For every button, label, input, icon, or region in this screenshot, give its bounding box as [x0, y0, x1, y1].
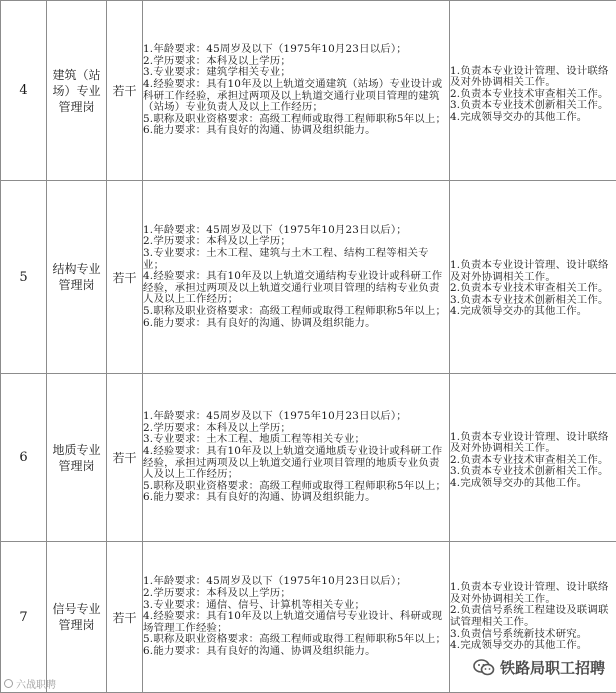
- requirements-cell: [143, 181, 450, 374]
- requirement-item: 2.学历要求：本科及以上学历；: [143, 236, 449, 248]
- row-number: 7: [1, 542, 47, 693]
- requirement-item: 2.学历要求：本科及以上学历；: [143, 423, 449, 435]
- requirement-item: 6.能力要求：具有良好的沟通、协调及组织能力。: [143, 492, 449, 504]
- watermark-left-text: 六战职聘: [16, 676, 56, 691]
- watermark-right-text: 铁路局职工招聘: [500, 657, 605, 678]
- requirement-item: 3.专业要求：建筑学相关专业；: [143, 67, 449, 79]
- headcount: 若干: [107, 542, 143, 693]
- requirement-item: 5.职称及职业资格要求：高级工程师或取得工程师职称5年以上；: [143, 306, 449, 318]
- requirement-item: 3.专业要求：土木工程、地质工程等相关专业；: [143, 434, 449, 446]
- weibo-icon: [4, 679, 13, 688]
- requirements-cell: [143, 374, 450, 542]
- requirement-item: 5.职称及职业资格要求：高级工程师或取得工程师职称5年以上；: [143, 634, 449, 646]
- requirement-item: 5.职称及职业资格要求：高级工程师或取得工程师职称5年以上；: [143, 481, 449, 493]
- requirement-item: 1.年龄要求：45周岁及以下（1975年10月23日以后）；: [143, 576, 449, 588]
- requirements-cell: [143, 542, 450, 693]
- duties-cell: [450, 1, 616, 181]
- duty-item: 2.负责本专业技术审查相关工作。: [450, 455, 616, 467]
- duty-item: 4.完成领导交办的其他工作。: [450, 640, 616, 652]
- requirement-item: 4.经验要求：具有10年及以上轨道交通结构专业设计或科研工作经验，承担过两项及以上轨道交通行业项目管理的结构专业负责人及以上工作经历；: [143, 271, 449, 306]
- duties-cell: [450, 181, 616, 374]
- duty-item: 3.负责信号系统新技术研究。: [450, 629, 616, 641]
- table-row: [1, 1, 616, 181]
- requirement-item: 1.年龄要求：45周岁及以下（1975年10月23日以后）；: [143, 225, 449, 237]
- duties-cell: [450, 374, 616, 542]
- row-number: 4: [1, 1, 47, 181]
- duty-item: 1.负责本专业设计管理、设计联络及对外协调相关工作。: [450, 66, 616, 89]
- requirement-item: 6.能力要求：具有良好的沟通、协调及组织能力。: [143, 125, 449, 137]
- headcount: 若干: [107, 374, 143, 542]
- requirement-item: 4.经验要求：具有10年及以上轨道交通建筑（站场）专业设计或科研工作经验，承担过两项及以上轨道交通行业项目管理的建筑（站场）专业负责人及以上工作经历；: [143, 79, 449, 114]
- position-name: 信号专业管理岗: [47, 542, 107, 693]
- duty-item: 2.负责本专业技术审查相关工作。: [450, 283, 616, 295]
- watermark-right: [470, 656, 608, 679]
- headcount: 若干: [107, 181, 143, 374]
- row-number: 6: [1, 374, 47, 542]
- duty-item: 1.负责本专业设计管理、设计联络及对外协调相关工作。: [450, 260, 616, 283]
- duty-item: 3.负责本专业技术创新相关工作。: [450, 466, 616, 478]
- requirement-item: 6.能力要求：具有良好的沟通、协调及组织能力。: [143, 318, 449, 330]
- duty-item: 4.完成领导交办的其他工作。: [450, 478, 616, 490]
- duty-item: 2.负责本专业技术审查相关工作。: [450, 89, 616, 101]
- requirements-cell: [143, 1, 450, 181]
- requirement-item: 3.专业要求：通信、信号、计算机等相关专业；: [143, 600, 449, 612]
- table-row: [1, 374, 616, 542]
- requirement-item: 3.专业要求：土木工程、建筑与土木工程、结构工程等相关专业；: [143, 248, 449, 271]
- requirement-item: 5.职称及职业资格要求：高级工程师或取得工程师职称5年以上；: [143, 114, 449, 126]
- duty-item: 4.完成领导交办的其他工作。: [450, 306, 616, 318]
- requirement-item: 1.年龄要求：45周岁及以下（1975年10月23日以后）；: [143, 44, 449, 56]
- duty-item: 2.负责信号系统工程建设及联调联试管理相关工作。: [450, 605, 616, 628]
- position-name: 建筑（站场）专业管理岗: [47, 1, 107, 181]
- duty-item: 3.负责本专业技术创新相关工作。: [450, 100, 616, 112]
- position-name: 结构专业管理岗: [47, 181, 107, 374]
- wechat-icon: [473, 659, 495, 676]
- requirement-item: 4.经验要求：具有10年及以上轨道交通信号专业设计、科研或现场管理工作经验；: [143, 611, 449, 634]
- requirement-item: 2.学历要求：本科及以上学历；: [143, 588, 449, 600]
- row-number: 5: [1, 181, 47, 374]
- position-name: 地质专业管理岗: [47, 374, 107, 542]
- requirement-item: 2.学历要求：本科及以上学历；: [143, 56, 449, 68]
- duty-item: 1.负责本专业设计管理、设计联络及对外协调相关工作。: [450, 582, 616, 605]
- requirement-item: 6.能力要求：具有良好的沟通、协调及组织能力。: [143, 646, 449, 658]
- duty-item: 3.负责本专业技术创新相关工作。: [450, 295, 616, 307]
- watermark-left: [4, 676, 56, 691]
- headcount: 若干: [107, 1, 143, 181]
- duty-item: 1.负责本专业设计管理、设计联络及对外协调相关工作。: [450, 432, 616, 455]
- table-row: [1, 181, 616, 374]
- requirement-item: 1.年龄要求：45周岁及以下（1975年10月23日以后）；: [143, 411, 449, 423]
- duty-item: 4.完成领导交办的其他工作。: [450, 112, 616, 124]
- requirement-item: 4.经验要求：具有10年及以上轨道交通地质专业设计或科研工作经验，承担过两项及以上轨道交通行业项目管理的地质专业负责人及以上工作经历；: [143, 446, 449, 481]
